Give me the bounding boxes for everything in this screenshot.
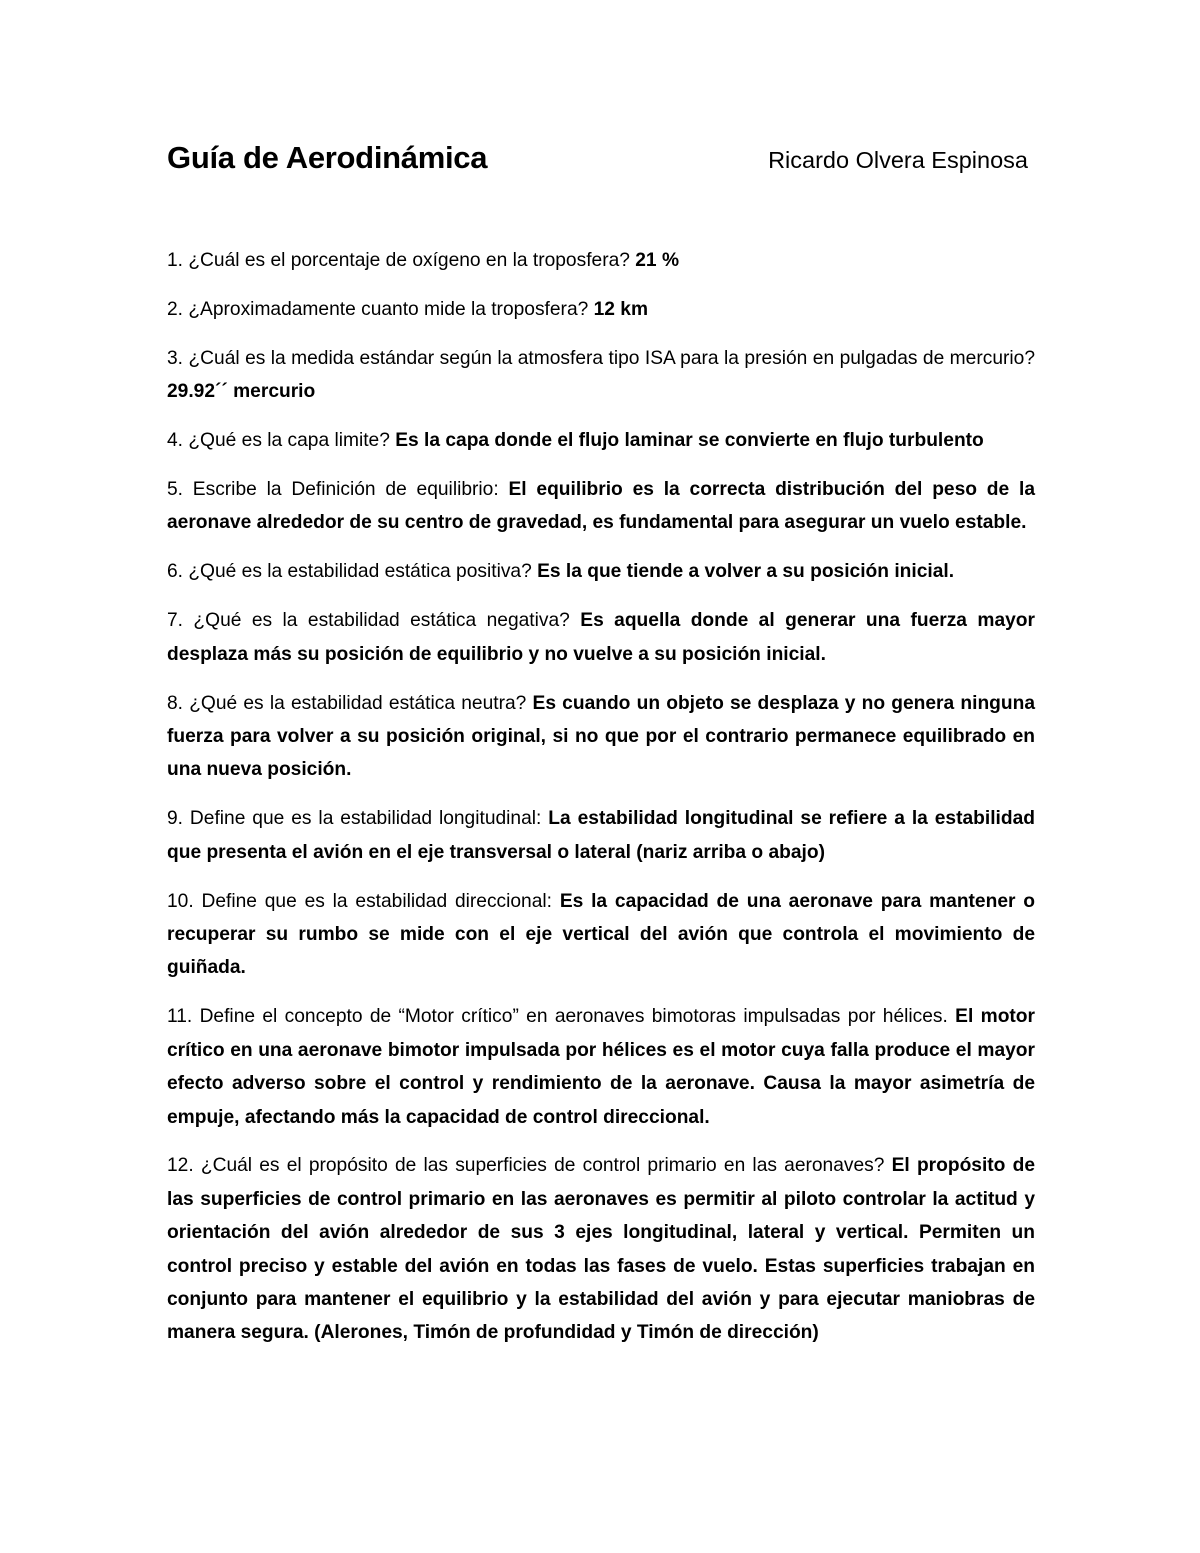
question-item-2: [167, 293, 1035, 326]
answer-text: 12 km: [593, 298, 649, 320]
answer-text: Es aquella donde al generar una fuerza mayor desplaza más su posición de equilibrio y no vuelve a su posición inicial.: [167, 610, 1035, 665]
document-header: [167, 140, 1035, 190]
document-author: Ricardo Olvera Espinosa: [768, 147, 1028, 173]
question-item-12: [167, 1149, 1035, 1349]
question-text: 7. ¿Qué es la estabilidad estática negativa?: [167, 610, 581, 632]
question-text: 12. ¿Cuál es el propósito de las superficies de control primario en las aeronaves?: [167, 1155, 892, 1177]
answer-text: Es la que tiende a volver a su posición inicial.: [537, 561, 955, 583]
answer-text: Es cuando un objeto se desplaza y no genera ninguna fuerza para volver a su posición original, si no que por el contrario permanece equilibrado en una nueva posición.: [167, 692, 1035, 781]
answer-text: 21 %: [635, 250, 679, 271]
answer-text: Es la capa donde el flujo laminar se convierte en flujo turbulento: [395, 430, 984, 452]
question-item-8: [167, 687, 1035, 787]
question-item-1: [167, 244, 1035, 277]
question-text: 10. Define que es la estabilidad direccional:: [167, 890, 560, 912]
question-item-6: [167, 555, 1035, 588]
question-text: 1. ¿Cuál es el porcentaje de oxígeno en la troposfera?: [167, 250, 636, 271]
question-text: 4. ¿Qué es la capa limite?: [167, 430, 396, 452]
answer-text: El motor crítico en una aeronave bimotor impulsada por hélices es el motor cuya falla produce el mayor efecto adverso sobre el control y rendimiento de la aeronave. Causa la mayor asimetría de empuje, afectando más la capacidad de control direccional.: [167, 1006, 1035, 1128]
question-item-4: [167, 424, 1035, 457]
question-text: 5. Escribe la Definición de equilibrio:: [167, 479, 509, 501]
question-item-11: [167, 1000, 1035, 1134]
question-text: 6. ¿Qué es la estabilidad estática positiva?: [167, 561, 538, 583]
question-text: 3. ¿Cuál es la medida estándar según la atmosfera tipo ISA para la presión en pulgadas de mercurio?: [167, 347, 1035, 369]
question-list: [167, 244, 1035, 1350]
question-text: 11. Define el concepto de “Motor crítico” en aeronaves bimotoras impulsadas por hélices.: [167, 1006, 956, 1028]
question-item-5: [167, 473, 1035, 540]
question-text: 8. ¿Qué es la estabilidad estática neutra?: [167, 692, 533, 714]
question-item-10: [167, 885, 1035, 985]
question-item-3: [167, 342, 1035, 409]
question-text: 2. ¿Aproximadamente cuanto mide la troposfera?: [167, 298, 594, 320]
question-item-7: [167, 604, 1035, 671]
document-page: [167, 140, 1035, 1365]
answer-text: Es la capacidad de una aeronave para mantener o recuperar su rumbo se mide con el eje vertical del avión que controla el movimiento de guiñada.: [167, 890, 1035, 979]
question-item-9: [167, 802, 1035, 869]
document-title: Guía de Aerodinámica: [167, 140, 488, 175]
answer-text: La estabilidad longitudinal se refiere a la estabilidad que presenta el avión en el eje transversal o lateral (nariz arriba o abajo): [167, 808, 1035, 863]
question-text: 9. Define que es la estabilidad longitudinal:: [167, 808, 549, 830]
answer-text: El propósito de las superficies de control primario en las aeronaves es permitir al piloto controlar la actitud y orientación del avión alrededor de sus 3 ejes longitudinal, lateral y vertical. Permiten un control preciso y estable del avión en todas las fases de vuelo. Estas superficies trabajan en conjunto para mantener el equilibrio y la estabilidad del avión y para ejecutar maniobras de manera segura. (Alerones, Timón de profundidad y Timón de dirección): [167, 1155, 1035, 1344]
answer-text: 29.92´´ mercurio: [167, 381, 316, 403]
answer-text: El equilibrio es la correcta distribución del peso de la aeronave alrededor de su centro de gravedad, es fundamental para asegurar un vuelo estable.: [167, 479, 1035, 534]
